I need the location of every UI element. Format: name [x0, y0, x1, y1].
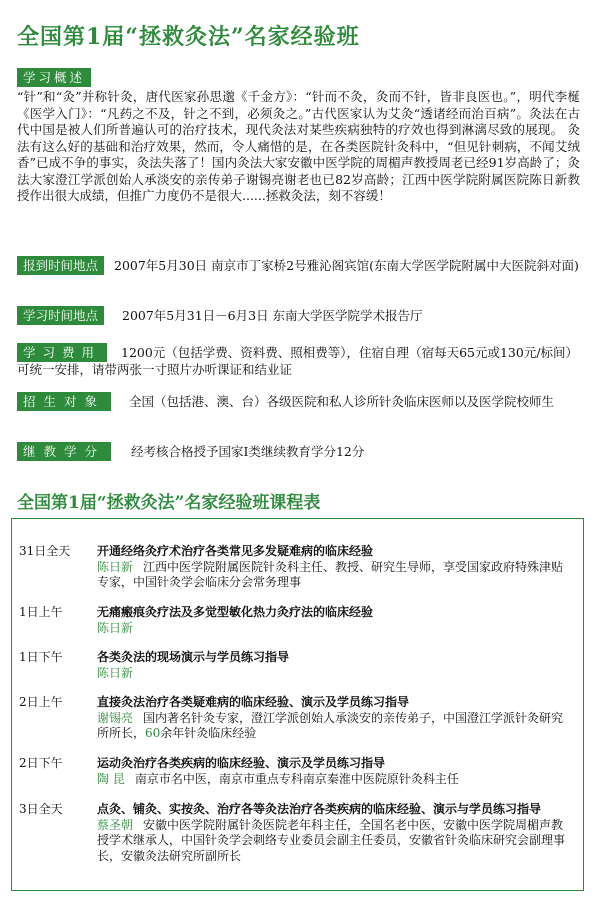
schedule-table — [11, 518, 584, 891]
schedule-desc-tail: 余年针灸临床经验 — [160, 726, 257, 740]
schedule-desc: 南京市名中医，南京市重点专科南京秦淮中医院原针灸科主任 — [134, 771, 459, 786]
schedule-topic: 运动灸治疗各类疾病的临床经验、演示及学员练习指导 — [97, 756, 386, 770]
schedule-teacher: 陈日新 — [97, 620, 134, 635]
schedule-content — [97, 756, 575, 787]
schedule-topic: 各类灸法的现场演示与学员练习指导 — [97, 650, 290, 664]
schedule-content — [97, 650, 575, 681]
schedule-content — [97, 695, 575, 742]
schedule-desc: 国内著名针灸专家，澄江学派创始人承淡安的亲传弟子，中国澄江学派针灸研究所所长， — [97, 710, 564, 740]
schedule-teacher: 蔡圣朝 — [97, 817, 134, 832]
schedule-day: 3日全天 — [19, 802, 63, 816]
report-row — [17, 256, 580, 275]
page-title: 全国第1届“拯救灸法”名家经验班 — [17, 24, 360, 50]
credit-tag: 继教学分 — [17, 442, 111, 461]
intro-tag: 学习概述 — [17, 68, 91, 87]
schedule-desc: 江西中医学院附属医院针灸科主任、教授、研究生导师，享受国家政府特殊津贴专家，中国针灸学会临床分会常务理事 — [97, 559, 564, 589]
schedule-day: 1日下午 — [19, 650, 63, 664]
intro-section — [17, 68, 580, 205]
schedule-topic: 开通经络灸疗术治疗各类常见多发疑难病的临床经验 — [97, 544, 374, 558]
schedule-content — [97, 605, 575, 636]
schedule-teacher: 陶 昆 — [97, 771, 125, 786]
study-row — [17, 306, 580, 325]
schedule-topic: 直接灸法治疗各类疑难病的临床经验、演示及学员练习指导 — [97, 695, 410, 709]
schedule-teacher: 陈日新 — [97, 559, 134, 574]
study-text: 2007年5月31日－6月3日 东南大学医学院学术报告厅 — [122, 308, 423, 323]
schedule-content — [97, 802, 575, 864]
intro-text: “针”和“灸”并称针灸，唐代医家孙思邈《千金方》：“针而不灸，灸而不针，皆非良医也。”，明代李梴《医学入门》：“凡药之不及，针之不到，必须灸之。”古代医家认为艾灸“透诸经而治百病”。灸法在古代中国是被人们所普遍认可的治疗技术，现代灸法对某些疾病独特的疗效也得到淋漓尽致的展现。 灸法有这么好的基础和治疗效果，然而，令人痛惜的是，在各类医院针灸科中，“但见针刺病，不闻艾绒香”已成不争的事实，灸法失落了！国内灸法大家安徽中医学院的周楣声教授周老已经91岁高龄了；灸法大家澄江学派创始人承淡安的亲传弟子谢锡亮谢老也已82岁高龄；江西中医学院附属医院陈日新教授作出很大成绩，但推广力度仍不是很大......拯救灸法，刻不容缓！ — [17, 89, 580, 203]
schedule-topic: 无痛瘢痕灸疗法及多觉型敏化热力灸疗法的临床经验 — [97, 605, 374, 619]
report-tag: 报到时间地点 — [17, 256, 104, 275]
schedule-content — [97, 544, 575, 591]
report-text: 2007年5月30日 南京市丁家桥2号雅沁阁宾馆(东南大学医学院附属中大医院斜对面) — [114, 258, 579, 273]
schedule-title: 全国第1届“拯救灸法”名家经验班课程表 — [17, 493, 321, 513]
schedule-teacher: 陈日新 — [97, 665, 134, 680]
schedule-desc-highlight: 60 — [145, 726, 161, 740]
schedule-day: 1日上午 — [19, 605, 63, 619]
credit-text: 经考核合格授予国家Ⅰ类继续教育学分12分 — [131, 444, 365, 459]
study-tag: 学习时间地点 — [17, 306, 104, 325]
schedule-topic: 点灸、铺灸、实按灸、治疗各等灸法治疗各类疾病的临床经验、演示与学员练习指导 — [97, 802, 542, 816]
schedule-teacher: 谢锡亮 — [97, 710, 134, 725]
target-tag: 招生对象 — [17, 392, 111, 411]
target-row — [17, 392, 580, 411]
schedule-desc: 安徽中医学院附属针灸医院老年科主任，全国名老中医，安徽中医学院周楣声教授学术继承人，中国针灸学会刺络专业委员会副主任委员，安徽省针灸临床研究会副理事长，安徽灸法研究所副所长 — [97, 817, 566, 863]
fee-row — [17, 343, 580, 379]
target-text: 全国（包括港、澳、台）各级医院和私人诊所针灸临床医师以及医学院校师生 — [129, 394, 555, 409]
fee-tag: 学习费用 — [17, 343, 107, 362]
schedule-day: 31日全天 — [19, 544, 71, 558]
fee-text: 1200元（包括学费、资料费、照相费等），住宿自理（宿每天65元或130元/标间）可统一安排，请带两张一寸照片办听课证和结业证 — [17, 345, 579, 377]
schedule-day: 2日上午 — [19, 695, 63, 709]
schedule-day: 2日下午 — [19, 756, 63, 770]
credit-row — [17, 442, 580, 461]
